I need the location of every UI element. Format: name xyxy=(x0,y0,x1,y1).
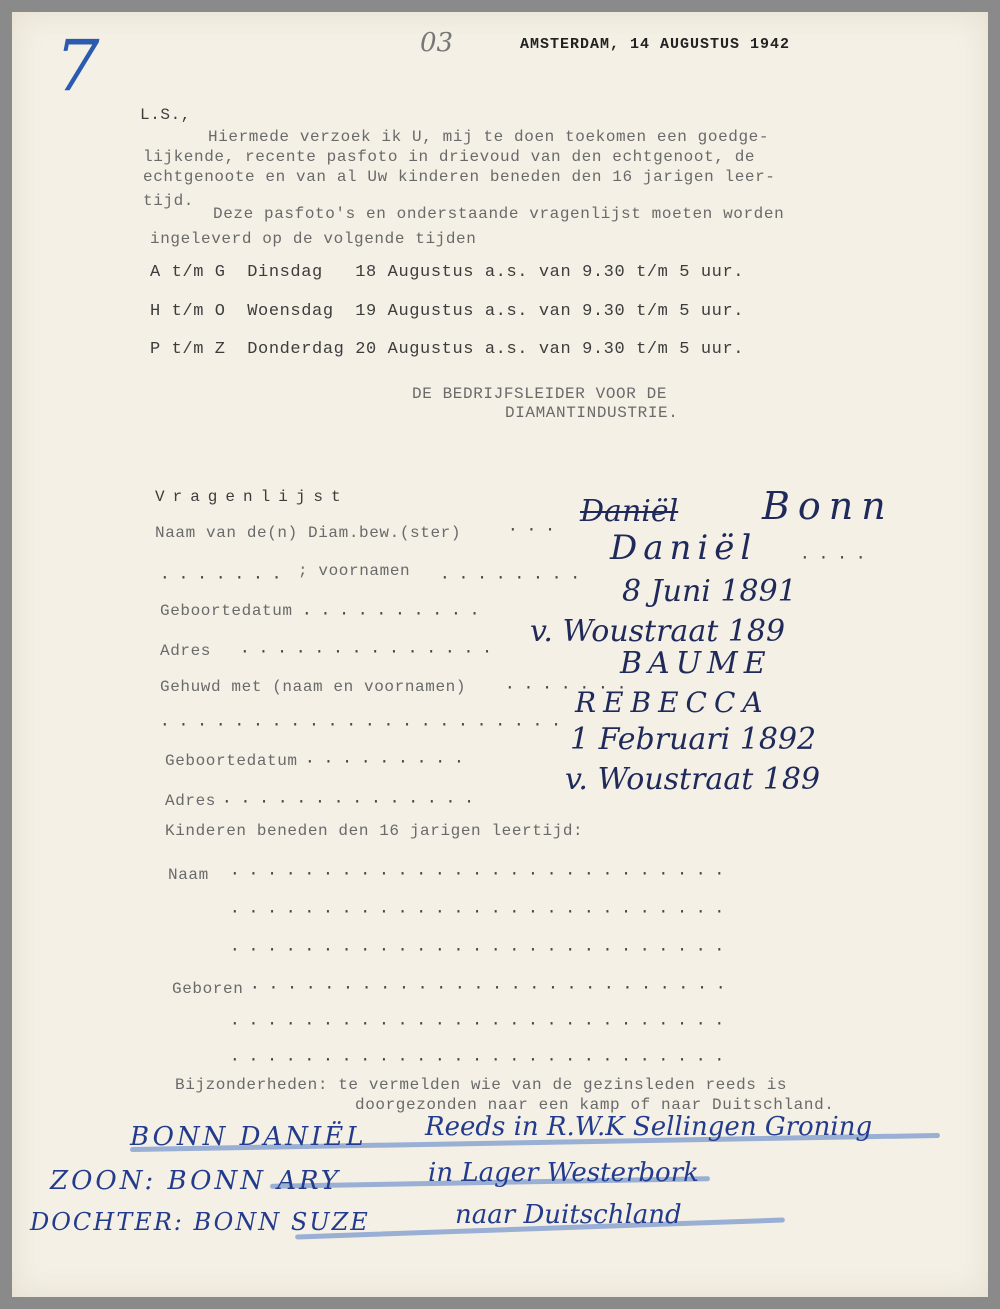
adres-2-label: Adres xyxy=(165,792,217,810)
adres-1-dots: ·············· xyxy=(240,642,501,661)
naam-crossed: Daniël xyxy=(580,494,679,529)
geboortedatum-2-dots: ········· xyxy=(305,752,473,771)
intro-line-1: Hiermede verzoek ik U, mij te doen toekomen een goedge- xyxy=(208,128,770,146)
intro-line-2: lijkende, recente pasfoto in drievoud van den echtgenoot, de xyxy=(143,148,756,166)
page-number: 03 xyxy=(420,28,454,58)
instructions-line-1: Deze pasfoto's en onderstaande vragenlijst moeten worden xyxy=(213,205,785,223)
salutation: L.S., xyxy=(140,106,192,124)
intro-line-3: echtgenoote en van al Uw kinderen beneden den 16 jarigen leer- xyxy=(143,168,776,186)
kind-row-1: ··························· xyxy=(230,864,734,883)
voornamen-value: Daniël xyxy=(610,528,758,568)
geboortedatum-1-dots: ·········· xyxy=(302,604,489,623)
adres-2-value: v. Woustraat 189 xyxy=(565,762,821,797)
bijzonderheden-label-2: doorgezonden naar een kamp of naar Duitschland. xyxy=(355,1096,835,1114)
signature-line-1: DE BEDRIJFSLEIDER VOOR DE xyxy=(412,385,668,403)
gehuwd-naam: BAUME xyxy=(620,646,772,681)
gehuwd-voornaam-dots: ······················ xyxy=(160,715,570,734)
bijzonderheden-label: Bijzonderheden: te vermelden wie van de gezinsleden reeds is xyxy=(175,1076,788,1094)
note-2-where: in Lager Westerbork xyxy=(428,1158,699,1188)
header-stamp: AMSTERDAM, 14 AUGUSTUS 1942 xyxy=(520,36,791,53)
geboortedatum-1-value: 8 Juni 1891 xyxy=(622,574,797,609)
gehuwd-voornaam: REBECCA xyxy=(575,686,770,719)
kind-row-3: ··························· xyxy=(230,940,734,959)
form-title: Vragenlijst xyxy=(155,488,349,506)
geboren-row-3: ··························· xyxy=(230,1050,734,1069)
schedule-line-2: H t/m O Woensdag 19 Augustus a.s. van 9.30 t/m 5 uur. xyxy=(150,302,745,321)
naam-label: Naam van de(n) Diam.bew.(ster) xyxy=(155,524,462,542)
corner-mark: 7 xyxy=(55,25,100,107)
schedule-line-3: P t/m Z Donderdag 20 Augustus a.s. van 9.30 t/m 5 uur. xyxy=(150,340,745,359)
voornamen-dots: ········ xyxy=(440,568,590,587)
intro-line-4: tijd. xyxy=(143,192,195,210)
kind-row-2: ··························· xyxy=(230,902,734,921)
geboortedatum-1-label: Geboortedatum xyxy=(160,602,293,620)
naam-kind-label: Naam xyxy=(168,866,209,884)
geboren-row-1: ·························· xyxy=(250,978,735,997)
voornamen-dots-left: ······· xyxy=(160,568,291,587)
geboren-label: Geboren xyxy=(172,980,244,998)
note-3-who: DOCHTER: BONN SUZE xyxy=(30,1208,370,1236)
note-3-where: naar Duitschland xyxy=(455,1200,682,1230)
instructions-line-2: ingeleverd op de volgende tijden xyxy=(150,230,477,248)
note-1-where: Reeds in R.W.K Sellingen Groning xyxy=(425,1112,873,1142)
adres-1-label: Adres xyxy=(160,642,212,660)
geboortedatum-2-label: Geboortedatum xyxy=(165,752,298,770)
gehuwd-dots: ······· xyxy=(505,678,636,697)
adres-1-value: v. Woustraat 189 xyxy=(530,614,786,649)
note-2-who: ZOON: BONN ARY xyxy=(50,1166,341,1196)
geboren-row-2: ··························· xyxy=(230,1014,734,1033)
voornamen-label: ; voornamen xyxy=(298,562,411,580)
gehuwd-label: Gehuwd met (naam en voornamen) xyxy=(160,678,467,696)
schedule-line-1: A t/m G Dinsdag 18 Augustus a.s. van 9.30 t/m 5 uur. xyxy=(150,263,745,282)
naam-value: Bonn xyxy=(762,484,894,528)
signature-line-2: DIAMANTINDUSTRIE. xyxy=(505,404,679,422)
naam-dots: ··· xyxy=(508,520,564,539)
adres-2-dots: ·············· xyxy=(222,792,483,811)
geboortedatum-2-value: 1 Februari 1892 xyxy=(570,722,817,757)
kinderen-label: Kinderen beneden den 16 jarigen leertijd: xyxy=(165,822,584,840)
note-1-who: BONN DANIËL xyxy=(130,1122,367,1152)
voornamen-dots-right: ···· xyxy=(800,548,875,567)
